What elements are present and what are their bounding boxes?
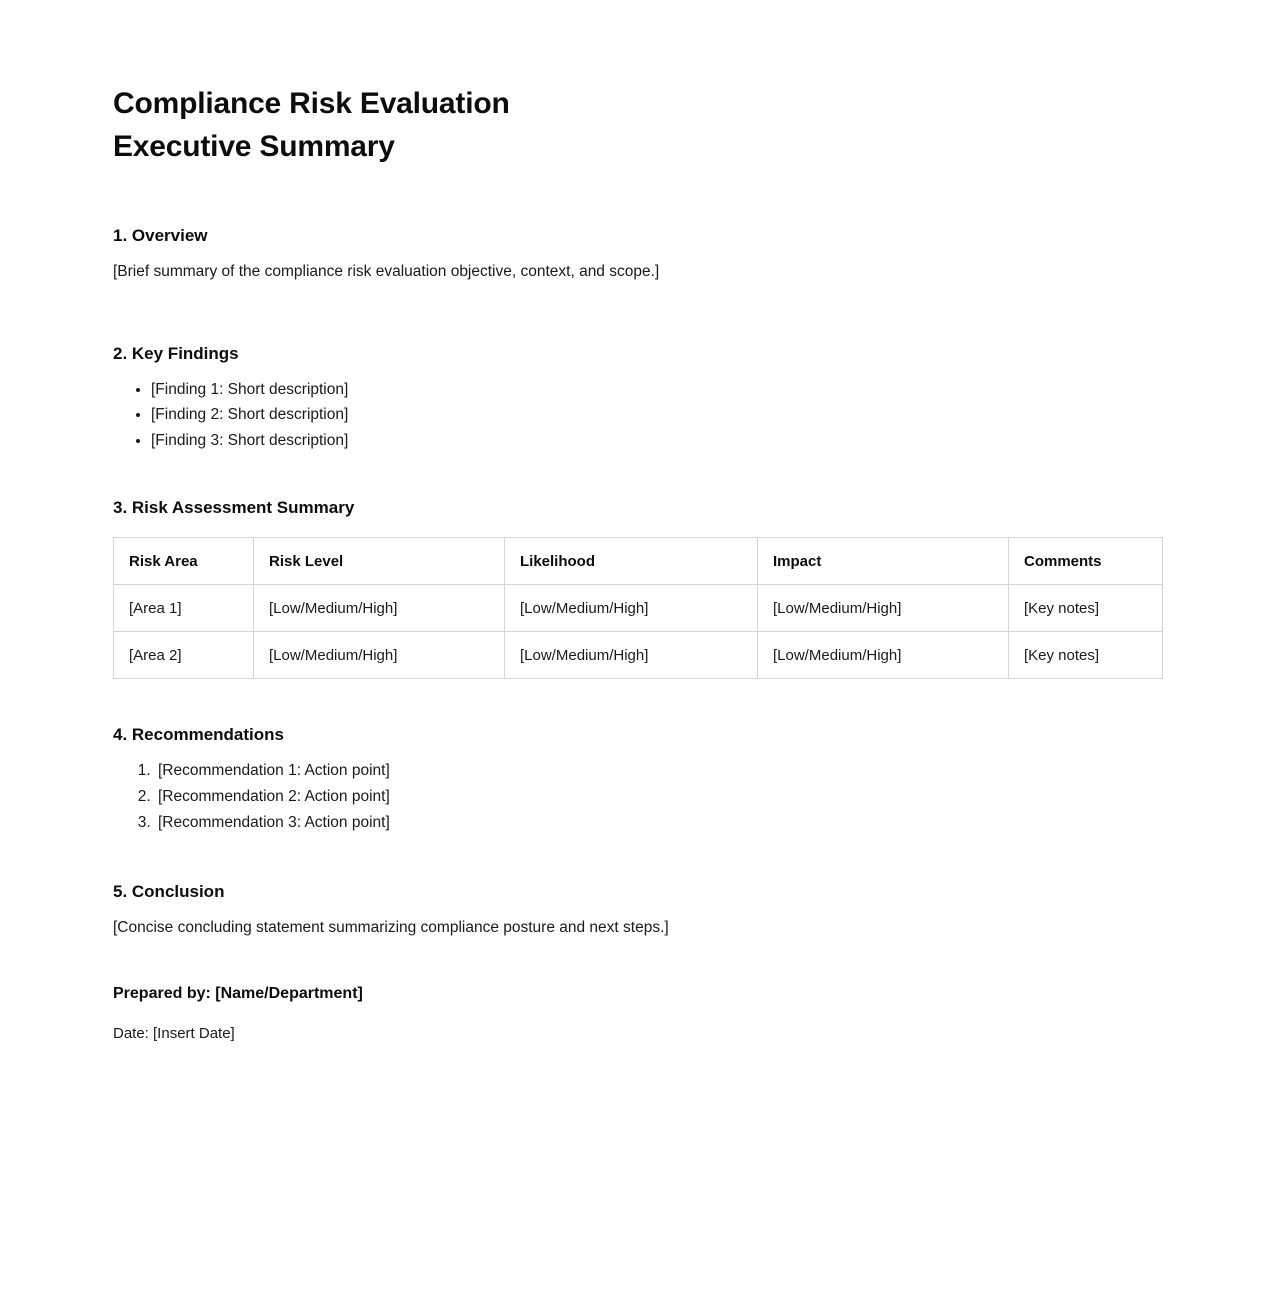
page-title-line-2: Executive Summary — [113, 130, 395, 163]
cell-comments: [Key notes] — [1009, 632, 1163, 679]
column-header-comments: Comments — [1009, 538, 1163, 585]
section-recommendations — [113, 724, 1162, 836]
section-overview-body: [Brief summary of the compliance risk evaluation objective, context, and scope.] — [113, 263, 660, 280]
cell-comments: [Key notes] — [1009, 585, 1163, 632]
table-body — [114, 585, 1163, 679]
list-item: 3. [Recommendation 3: Action point] — [155, 810, 1162, 836]
column-header-likelihood: Likelihood — [505, 538, 758, 585]
cell-likelihood: [Low/Medium/High] — [505, 632, 758, 679]
cell-risk-level: [Low/Medium/High] — [254, 632, 505, 679]
key-findings-list — [113, 377, 1162, 453]
section-key-findings — [113, 343, 1162, 453]
list-item: • [Finding 1: Short description] — [151, 377, 1162, 402]
table-header-row — [114, 538, 1163, 585]
recommendations-list — [113, 758, 1162, 836]
page-title-line-1: Compliance Risk Evaluation — [113, 87, 510, 120]
table-header — [114, 538, 1163, 585]
section-conclusion-heading: 5. Conclusion — [113, 882, 225, 902]
risk-assessment-table — [113, 537, 1163, 679]
section-overview — [113, 225, 1162, 283]
cell-risk-level: [Low/Medium/High] — [254, 585, 505, 632]
prepared-by-line: Prepared by: [Name/Department] — [113, 985, 363, 1003]
column-header-risk-level: Risk Level — [254, 538, 505, 585]
list-item: • [Finding 2: Short description] — [151, 402, 1162, 427]
section-recommendations-heading: 4. Recommendations — [113, 725, 284, 745]
table-row — [114, 632, 1163, 679]
column-header-risk-area: Risk Area — [114, 538, 254, 585]
cell-impact: [Low/Medium/High] — [758, 585, 1009, 632]
date-line: Date: [Insert Date] — [113, 1025, 235, 1043]
list-item: 1. [Recommendation 1: Action point] — [155, 758, 1162, 784]
list-item: 2. [Recommendation 2: Action point] — [155, 784, 1162, 810]
section-conclusion — [113, 881, 1162, 939]
column-header-impact: Impact — [758, 538, 1009, 585]
cell-risk-area: [Area 1] — [114, 585, 254, 632]
section-conclusion-body: [Concise concluding statement summarizing compliance posture and next steps.] — [113, 919, 669, 937]
section-key-findings-heading: 2. Key Findings — [113, 344, 239, 363]
table-row — [114, 585, 1163, 632]
cell-impact: [Low/Medium/High] — [758, 632, 1009, 679]
list-item: • [Finding 3: Short description] — [151, 428, 1162, 453]
cell-risk-area: [Area 2] — [114, 632, 254, 679]
section-risk-assessment-heading: 3. Risk Assessment Summary — [113, 498, 355, 518]
section-overview-heading: 1. Overview — [113, 226, 208, 245]
section-risk-assessment — [113, 497, 1162, 679]
cell-likelihood: [Low/Medium/High] — [505, 585, 758, 632]
page-title — [113, 82, 1162, 168]
